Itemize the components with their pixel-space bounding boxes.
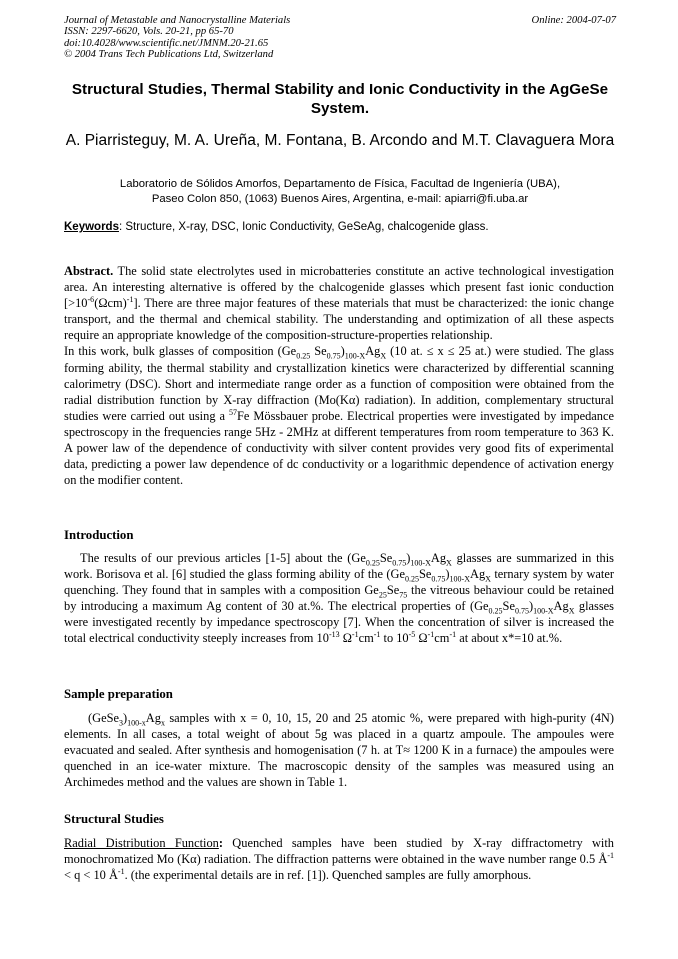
journal-copyright: © 2004 Trans Tech Publications Ltd, Switzerland <box>64 48 274 60</box>
keywords <box>64 220 616 234</box>
journal-issn: ISSN: 2297-6620, Vols. 20-21, pp 65-70 <box>64 26 234 38</box>
text-run: ) <box>445 567 450 582</box>
subscript: 25 <box>378 590 387 600</box>
text-run: (10 at. ≤ x ≤ 25 at.) were studied. The glass forming ability, the thermal stability and crystallization kinetics were characterized by differential scanning calorimetry (DSC). Short and intermediate range order as a function of composition were obtained from the radial distribution function by X-ray diffraction (Mo(Kα) radiation). In addition, complementary structural studies were carried out using a <box>64 344 614 423</box>
subscript: 100-X <box>410 558 431 568</box>
superscript: -1 <box>607 850 614 860</box>
introduction-heading: Introduction <box>64 528 134 542</box>
text-run: cm <box>434 631 450 646</box>
subscript: x <box>160 718 165 728</box>
superscript: 57 <box>229 407 237 417</box>
text-run: ternary system by water quenching. They found that in samples with a composition Ge <box>64 567 614 598</box>
subscript: 100-X <box>344 351 366 361</box>
rdf-colon: : <box>218 836 224 850</box>
text-run: Fe Mössbauer probe. Electrical properties were investigated by impedance spectroscopy in the frequencies range 5Hz - 2MHz at different temperatures from room temperature to 363 K. A power law of the dependence of conductivity with silver content provides very good fits of experimental data, predicting a power law dependence of dc conductivity or a logarithmic dependence of activation energy on the modifier content. <box>64 408 614 488</box>
subscript: 0.75 <box>392 558 407 568</box>
superscript: -5 <box>408 630 416 640</box>
text-run: ]. There are three major features of these materials that must be characterized: the ionic change transport, and the thermal and chemical stability. The understanding and optimization of all these aspects require an appropriate knowledge of the composition-structure-properties relationship. <box>64 296 614 343</box>
superscript: -1 <box>427 630 435 640</box>
text-run: Se <box>386 583 400 598</box>
subscript: 0.25 <box>405 574 419 584</box>
text-run: Ag <box>553 599 569 614</box>
subscript: X <box>446 558 452 568</box>
subscript: 100-X <box>449 574 470 584</box>
sample-paragraph <box>64 710 614 790</box>
superscript: -1 <box>449 630 457 640</box>
text-run: In this work, bulk glasses of composition (Ge <box>64 344 297 359</box>
subscript: 100-X <box>533 606 554 616</box>
text-run: Ag <box>365 344 381 359</box>
structural-studies-text <box>64 835 614 883</box>
affiliation <box>64 177 616 206</box>
subscript: 0.75 <box>326 351 341 361</box>
text-run: ) <box>122 711 128 725</box>
subscript: 0.25 <box>488 606 503 616</box>
text-run: The results of our previous articles [1-5] about the (Ge <box>80 551 366 565</box>
abstract <box>64 263 614 488</box>
subscript: 0.75 <box>431 574 446 584</box>
text-run: Se <box>419 567 432 582</box>
text-run: Ω <box>339 631 352 646</box>
subscript: 0.25 <box>365 558 380 568</box>
text-run: to 10 <box>380 631 409 646</box>
text-run: . (the experimental details are in ref. [1]). Quenched samples are fully amorphous. <box>124 868 532 883</box>
introduction-paragraph <box>64 550 614 647</box>
text-run: samples with x = 0, 10, 15, 20 and 25 atomic %, were prepared with high-purity (4N) elements. In all cases, a total weight of about 5g was placed in a quartz ampoule. The ampoules were evacuated and sealed. After synthesis and homogenisation (7 h. at T≈ 1200 K in a furnace) the ampoules were quenched in an ice-water mixture. The macroscopic density of the samples was measured using an Archimedes method and the values are shown in Table 1. <box>64 711 614 790</box>
sample-preparation-heading: Sample preparation <box>64 687 173 701</box>
structural-paragraph <box>64 835 614 883</box>
rdf-label: Radial Distribution Function <box>64 836 219 850</box>
journal-doi: doi:10.4028/www.scientific.net/JMNM.20-21.65 <box>64 37 269 49</box>
text-run: cm <box>358 631 374 646</box>
abstract-paragraph-1 <box>64 263 614 343</box>
superscript: -6 <box>87 295 95 305</box>
keywords-text: : Structure, X-ray, DSC, Ionic Conductivity, GeSeAg, chalcogenide glass. <box>118 221 489 233</box>
structural-studies-heading: Structural Studies <box>64 812 164 826</box>
text-run: at about x*=10 at.%. <box>456 631 563 646</box>
superscript: -1 <box>117 867 125 877</box>
affiliation-line-2: Paseo Colon 850, (1063) Buenos Aires, Argentina, e-mail: apiarri@fi.uba.ar <box>151 192 529 205</box>
text-run: the vitreous behaviour could be retained by introducing a maximum Ag content of 30 at.%. The electrical properties of (Ge <box>64 583 614 614</box>
superscript: -13 <box>328 630 340 640</box>
text-run: Quenched samples have been studied by X-ray diffractometry with monochromatized Mo (Kα) radiation. The diffraction patterns were obtained in the wave number range 0.5 Å <box>64 836 614 867</box>
subscript: 0.75 <box>514 606 529 616</box>
subscript: 3 <box>118 718 123 728</box>
subscript: X <box>380 351 387 361</box>
subscript: 0.25 <box>296 351 311 361</box>
text-run: glasses were investigated recently by impedance spectroscopy [7]. When the concentration of silver is increased the total electrical conductivity steeply increases from 10 <box>64 599 614 646</box>
text-run: ) <box>528 599 534 614</box>
online-date: Online: 2004-07-07 <box>531 15 616 26</box>
text-run: Se <box>502 599 515 614</box>
subscript: X <box>568 606 575 616</box>
affiliation-line-1: Laboratorio de Sólidos Amorfos, Departamento de Física, Facultad de Ingeniería (UBA), <box>119 178 561 190</box>
text-run: glasses are summarized in this work. Borisova et al. [6] studied the glass forming ability of the (Ge <box>64 551 615 582</box>
subscript: 75 <box>399 590 408 600</box>
journal-header <box>64 15 616 60</box>
keywords-label: Keywords <box>64 221 119 233</box>
text-run: Se <box>379 551 393 565</box>
text-run: < q < 10 Å <box>64 868 118 883</box>
sample-preparation-text <box>64 710 614 790</box>
text-run: ) <box>340 344 345 359</box>
paper-authors: A. Piarristeguy, M. A. Ureña, M. Fontana, B. Arcondo and M.T. Clavaguera Mora <box>65 132 615 149</box>
text-run: Ag <box>145 711 161 725</box>
superscript: -1 <box>126 295 134 305</box>
text-run: The solid state electrolytes used in microbatteries constitute an active technological investigation area. An interesting alternative is offered by the chalcogenide glasses which present fast ionic conduction [>10 <box>64 264 614 311</box>
subscript: X <box>485 574 491 584</box>
text-run: Ω <box>415 631 428 646</box>
text-run: Se <box>310 344 327 359</box>
journal-name: Journal of Metastable and Nanocrystalline Materials <box>64 15 291 26</box>
text-run: Ag <box>430 551 447 565</box>
text-run: (GeSe <box>88 711 119 725</box>
text-run: (Ωcm) <box>94 296 127 311</box>
subscript: 100-x <box>127 718 146 728</box>
text-run: ) <box>406 551 411 565</box>
abstract-label: Abstract. <box>64 264 114 278</box>
introduction-text <box>64 550 614 647</box>
text-run: Ag <box>470 567 486 582</box>
abstract-paragraph-2 <box>64 343 614 488</box>
superscript: -1 <box>373 630 381 640</box>
paper-title: Structural Studies, Thermal Stability and Ionic Conductivity in the AgGeSe System. <box>71 81 609 117</box>
superscript: -1 <box>351 630 359 640</box>
